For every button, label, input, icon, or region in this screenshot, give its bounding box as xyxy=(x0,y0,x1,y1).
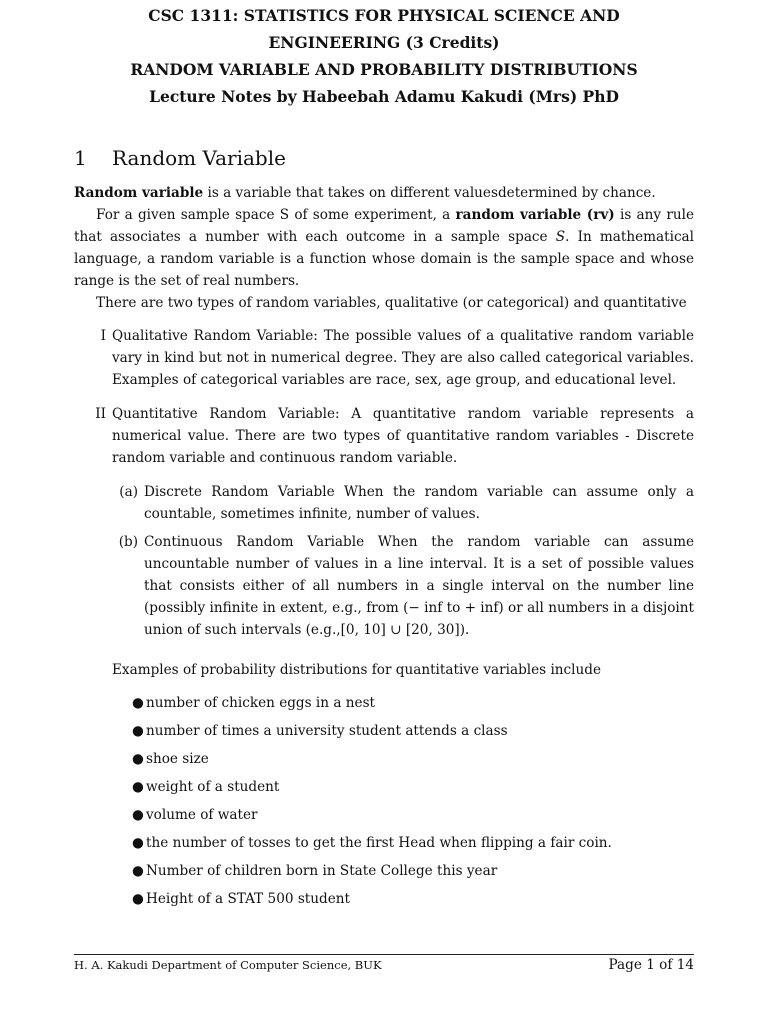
sample-space-symbol: S xyxy=(555,229,566,245)
definition-term: Random variable xyxy=(74,185,204,201)
list-item xyxy=(132,776,694,798)
list-item-text: Discrete Random Variable When the random variable can assume only a countable, sometimes infinite, number of values. xyxy=(144,484,694,522)
list-item xyxy=(74,325,694,391)
bullet-icon: ● xyxy=(132,751,144,767)
list-item-text: volume of water xyxy=(146,807,258,823)
definition-text: is a variable that takes on different valuesdetermined by chance. xyxy=(203,185,656,201)
section-number: 1 xyxy=(74,146,87,170)
list-item-text: Height of a STAT 500 student xyxy=(146,891,350,907)
list-marker: (a) xyxy=(119,484,138,500)
bullet-icon: ● xyxy=(132,695,144,711)
list-item xyxy=(132,692,694,714)
list-item xyxy=(132,832,694,854)
list-item-text: weight of a student xyxy=(146,779,280,795)
list-item-text: Quantitative Random Variable: A quantitative random variable represents a numerical value. There are two types of quantitative random variables - Discrete random variable and continuous random variable. xyxy=(112,406,694,466)
list-marker: I xyxy=(100,328,106,344)
bullet-icon: ● xyxy=(132,863,144,879)
list-item-text: Qualitative Random Variable: The possible values of a qualitative random variable vary in kind but not in numerical degree. They are also called categorical variables. Examples of categorical variables are race, sex, age group, and educational level. xyxy=(112,328,694,388)
para2-part-a: For a given sample space S of some experiment, a xyxy=(96,207,456,223)
examples-list xyxy=(132,692,694,910)
types-intro-paragraph: There are two types of random variables, qualitative (or categorical) and quantitative xyxy=(96,295,687,311)
bullet-icon: ● xyxy=(132,807,144,823)
para2-part-b: is any rule that associates a number with each outcome in a sample space xyxy=(74,207,694,245)
list-item-text: Number of children born in State College this year xyxy=(146,863,498,879)
list-item xyxy=(132,804,694,826)
bullet-icon: ● xyxy=(132,891,144,907)
bullet-icon: ● xyxy=(132,723,144,739)
list-marker: II xyxy=(95,406,106,422)
list-item-text: number of times a university student attends a class xyxy=(146,723,508,739)
header-topic: RANDOM VARIABLE AND PROBABILITY DISTRIBUTIONS xyxy=(130,60,638,79)
list-item-text: shoe size xyxy=(146,751,209,767)
list-item xyxy=(132,720,694,742)
para2-part-c: . In mathematical language, a random variable is a function whose domain is the sample space and whose range is the set of real numbers. xyxy=(74,229,695,289)
list-item-text: the number of tosses to get the first Head when flipping a fair coin. xyxy=(146,835,612,851)
header-author: Lecture Notes by Habeebah Adamu Kakudi (Mrs) PhD xyxy=(149,87,619,106)
subtypes-list xyxy=(112,481,694,641)
section-title: Random Variable xyxy=(112,146,286,170)
definition-paragraph xyxy=(74,182,694,204)
header-course-title: CSC 1311: STATISTICS FOR PHYSICAL SCIENCE AND xyxy=(148,6,620,25)
sample-space-paragraph xyxy=(74,204,694,292)
types-list xyxy=(74,325,694,647)
page-footer xyxy=(74,954,694,973)
bullet-icon: ● xyxy=(132,779,144,795)
rv-term: random variable (rv) xyxy=(455,207,615,223)
footer-affiliation: H. A. Kakudi Department of Computer Science, BUK xyxy=(74,958,382,972)
list-item-text: number of chicken eggs in a nest xyxy=(146,695,376,711)
list-item xyxy=(74,403,694,647)
list-marker: (b) xyxy=(118,534,138,550)
list-item xyxy=(74,481,694,525)
document-header xyxy=(64,0,704,110)
bullet-icon: ● xyxy=(132,835,144,851)
page-number: Page 1 of 14 xyxy=(608,957,694,973)
list-item-text: Continuous Random Variable When the random variable can assume uncountable number of values in a line interval. It is a set of possible values that consists either of all numbers in a single interval on the number line (possibly infinite in extent, e.g., from (− inf to + inf) or all numbers in a disjoint union of such intervals (e.g.,[0, 10] ∪ [20, 30]). xyxy=(144,534,694,638)
list-item-body xyxy=(112,403,694,647)
header-course-credits: ENGINEERING (3 Credits) xyxy=(268,33,500,52)
list-item xyxy=(132,748,694,770)
list-item xyxy=(74,531,694,641)
section-heading xyxy=(74,146,694,170)
list-item xyxy=(132,860,694,882)
list-item xyxy=(132,888,694,910)
examples-intro: Examples of probability distributions for quantitative variables include xyxy=(112,662,602,678)
